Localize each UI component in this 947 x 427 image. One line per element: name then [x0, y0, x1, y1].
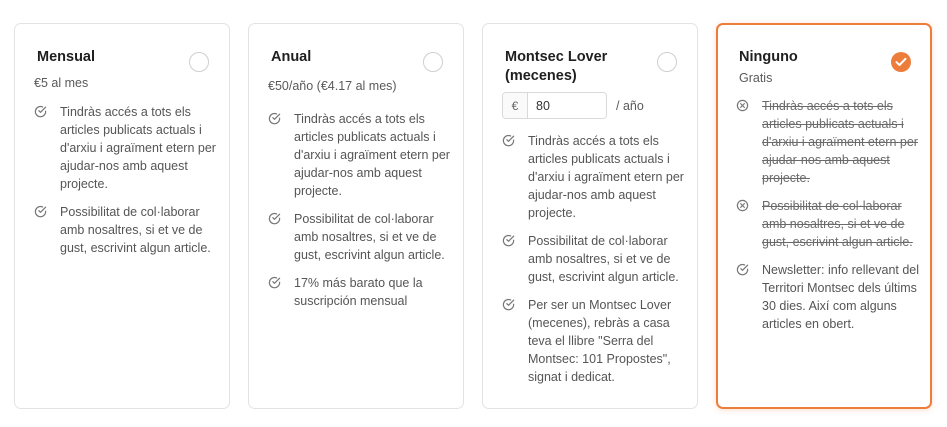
plan-price: €50/año (€4.17 al mes) [268, 79, 397, 93]
plan-radio-checked[interactable] [891, 52, 911, 72]
plan-card-anual[interactable] [248, 23, 464, 409]
feature-list [268, 110, 454, 320]
check-circle-icon [268, 112, 281, 125]
check-icon [895, 57, 907, 67]
plan-radio[interactable] [657, 52, 677, 72]
feature-item: Newsletter: info rellevant del Territori Montsec dels últims 30 dies. Així com alguns articles en obert. [736, 261, 924, 333]
check-circle-icon [502, 298, 515, 311]
check-circle-icon [268, 212, 281, 225]
period-label: / año [616, 98, 644, 113]
plan-price: Gratis [739, 71, 773, 85]
plan-card-montsec-lover[interactable] [482, 23, 698, 409]
plan-card-mensual[interactable] [14, 23, 230, 409]
x-circle-icon [736, 99, 749, 112]
feature-item: Possibilitat de col·laborar amb nosaltres, si et ve de gust, escrivint algun article. [502, 232, 688, 286]
amount-field-group [502, 92, 644, 119]
plan-title: Ninguno [739, 49, 798, 65]
plan-title: Mensual [37, 49, 96, 65]
plan-price: €5 al mes [34, 76, 89, 90]
feature-item: Tindràs accés a tots els articles publicats actuals i d'arxiu i agraïment etern per ajudar-nos amb aquest projecte. [502, 132, 688, 222]
check-circle-icon [268, 276, 281, 289]
feature-list [34, 103, 220, 267]
feature-list [502, 132, 688, 396]
feature-list [736, 97, 924, 343]
feature-item: Possibilitat de col·laborar amb nosaltres, si et ve de gust, escrivint algun article. [268, 210, 454, 264]
feature-item: Per ser un Montsec Lover (mecenes), rebràs a casa teva el llibre "Serra del Montsec: 101 Propostes", signat i dedicat. [502, 296, 688, 386]
check-circle-icon [34, 105, 47, 118]
feature-item-excluded: Possibilitat de col·laborar amb nosaltres, si et ve de gust, escrivint algun article. [736, 197, 924, 251]
feature-item: Possibilitat de col·laborar amb nosaltres, si et ve de gust, escrivint algun article. [34, 203, 220, 257]
feature-item: Tindràs accés a tots els articles publicats actuals i d'arxiu i agraïment etern per ajudar-nos amb aquest projecte. [34, 103, 220, 193]
check-circle-icon [502, 134, 515, 147]
check-circle-icon [34, 205, 47, 218]
currency-label: € [503, 93, 528, 118]
plan-title: Anual [271, 49, 312, 65]
plan-card-ninguno[interactable] [716, 23, 932, 409]
plan-radio[interactable] [423, 52, 443, 72]
plan-radio[interactable] [189, 52, 209, 72]
check-circle-icon [502, 234, 515, 247]
x-circle-icon [736, 199, 749, 212]
feature-item: Tindràs accés a tots els articles publicats actuals i d'arxiu i agraïment etern per ajudar-nos amb aquest projecte. [268, 110, 454, 200]
check-circle-icon [736, 263, 749, 276]
feature-item: 17% más barato que la suscripción mensual [268, 274, 454, 310]
amount-box [502, 92, 607, 119]
plan-title: Montsec Lover (mecenes) [505, 49, 608, 84]
feature-item-excluded: Tindràs accés a tots els articles publicats actuals i d'arxiu i agraïment etern per ajudar-nos amb aquest projecte. [736, 97, 924, 187]
amount-input[interactable] [528, 93, 606, 118]
